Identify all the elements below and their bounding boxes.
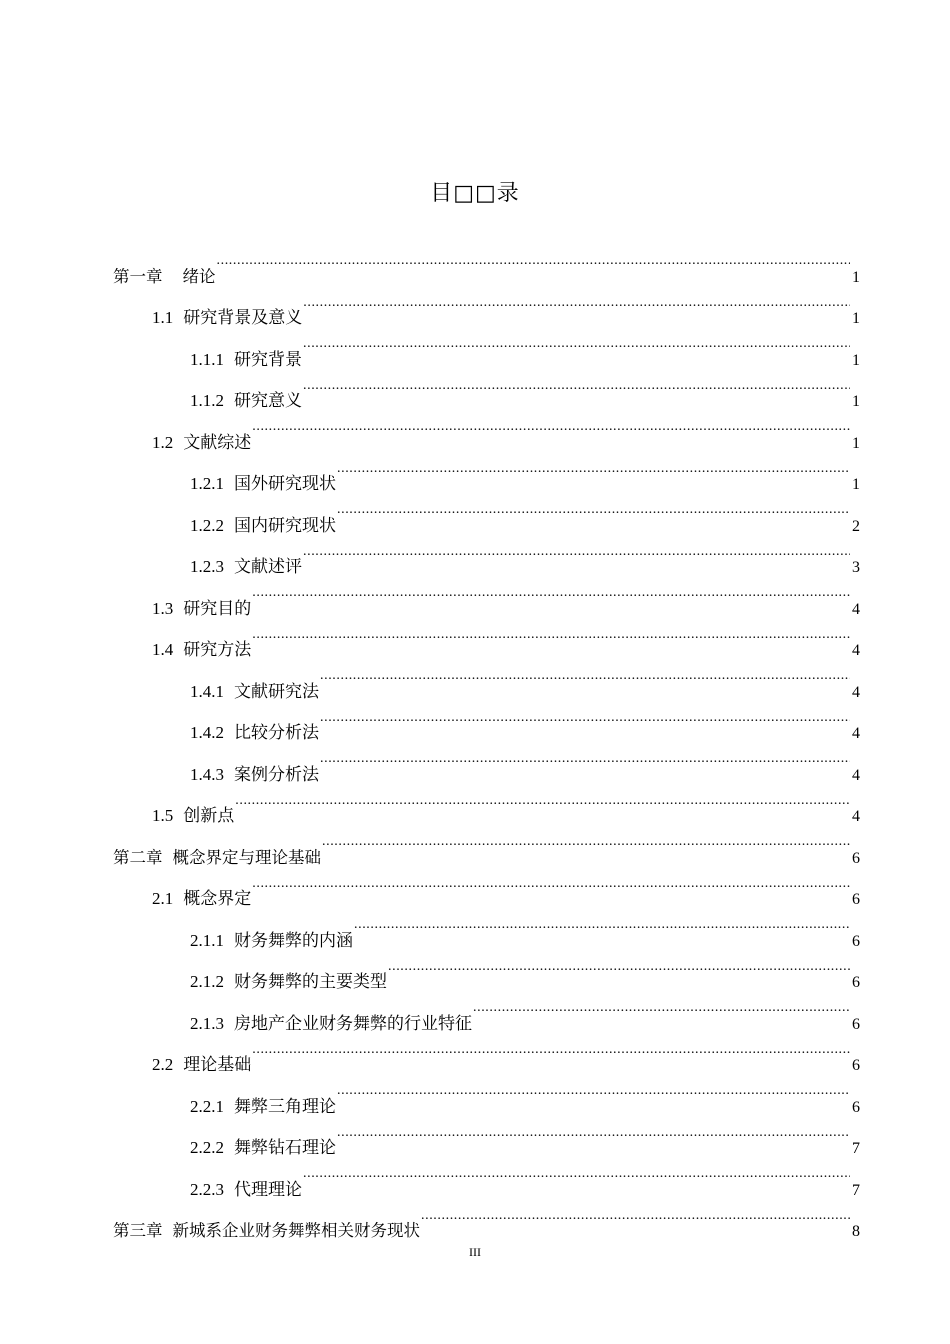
toc-entry-page: 1 (852, 310, 860, 327)
toc-entry-page: 2 (852, 517, 860, 535)
toc-entry-number: 1.2.3 (190, 557, 224, 576)
toc-entry-page: 4 (852, 766, 860, 784)
toc-entry-page: 4 (852, 683, 860, 701)
toc-dot-leader (337, 1112, 850, 1154)
toc-entry-title: 文献述评 (234, 557, 302, 576)
toc-dot-leader (320, 655, 850, 697)
toc-entry-page: 6 (852, 1098, 860, 1116)
toc-entry-page: 4 (852, 808, 860, 825)
toc-entry-number: 1.1.2 (190, 391, 224, 410)
toc-dot-leader (252, 1029, 850, 1071)
toc-entry-page: 1 (852, 393, 860, 410)
toc-dot-leader (320, 738, 850, 780)
toc-dot-leader (421, 1195, 850, 1237)
toc-entry[interactable] (0, 1029, 950, 1074)
toc-dot-leader (473, 987, 850, 1029)
toc-entry-title: 研究背景及意义 (183, 308, 303, 327)
toc-entry[interactable] (0, 572, 950, 618)
toc-entry-title: 概念界定与理论基础 (172, 847, 321, 867)
toc-entry[interactable] (0, 614, 950, 659)
toc-dot-leader (252, 406, 850, 448)
toc-dot-leader (337, 1070, 850, 1112)
toc-dot-leader (252, 614, 850, 656)
toc-entry[interactable] (0, 1153, 950, 1199)
toc-entry-title: 国外研究现状 (234, 474, 336, 493)
toc-entry-title: 文献研究法 (234, 681, 319, 701)
toc-entry-number: 1.2.1 (190, 474, 224, 493)
toc-entry-number: 2.1 (152, 889, 174, 908)
toc-dot-leader (337, 448, 850, 490)
toc-dot-leader (252, 863, 850, 905)
toc-entry-title: 财务舞弊的内涵 (234, 930, 353, 950)
toc-entry-number: 第三章 (113, 1221, 163, 1240)
toc-entry-page: 6 (852, 891, 860, 908)
toc-entry[interactable] (0, 1195, 950, 1240)
toc-entry-title: 研究目的 (183, 598, 252, 618)
toc-entry-page: 8 (852, 1223, 860, 1240)
toc-entry-page: 1 (852, 476, 860, 493)
toc-entry-title: 新城系企业财务舞弊相关财务现状 (172, 1221, 420, 1240)
toc-entry-number: 1.2.2 (190, 515, 224, 535)
toc-entry-title: 文献综述 (183, 432, 252, 452)
toc-entry-number: 第一章 (113, 266, 163, 286)
toc-entry[interactable] (0, 406, 950, 452)
toc-entry-page: 4 (852, 725, 860, 742)
toc-entry-page: 1 (852, 351, 860, 369)
toc-entry-page: 1 (852, 268, 860, 286)
toc-entry-title: 财务舞弊的主要类型 (234, 972, 387, 991)
toc-entry-title: 研究意义 (234, 391, 302, 410)
toc-entry-number: 1.4.1 (190, 681, 224, 701)
toc-entry-number: 2.2.3 (190, 1179, 224, 1199)
toc-entry-title: 代理理论 (234, 1179, 302, 1199)
toc-entry[interactable] (0, 489, 950, 535)
toc-entry-number: 2.1.1 (190, 930, 224, 950)
toc-entry[interactable] (0, 240, 950, 286)
toc-entry-title: 理论基础 (183, 1055, 252, 1074)
toc-entry-page: 6 (852, 932, 860, 950)
toc-entry-number: 2.2.2 (190, 1138, 224, 1157)
toc-entry[interactable] (0, 655, 950, 701)
toc-entry[interactable] (0, 946, 950, 991)
toc-entry-number: 2.1.2 (190, 972, 224, 991)
toc-entry-title: 研究背景 (234, 349, 302, 369)
toc-entry-number: 第二章 (113, 847, 163, 867)
toc-dot-leader (354, 904, 850, 946)
toc-entry-number: 1.1 (152, 308, 174, 327)
toc-dot-leader (252, 572, 850, 614)
toc-dot-leader (235, 780, 850, 822)
toc-dot-leader (337, 489, 850, 531)
toc-entry[interactable] (0, 780, 950, 825)
toc-entry[interactable] (0, 821, 950, 867)
toc-entry[interactable] (0, 448, 950, 493)
toc-entry-title: 舞弊钻石理论 (234, 1138, 336, 1157)
toc-entry[interactable] (0, 323, 950, 369)
toc-dot-leader (320, 697, 850, 739)
toc-entry-title: 案例分析法 (234, 764, 319, 784)
toc-dot-leader (303, 323, 850, 365)
toc-dot-leader (303, 531, 850, 573)
toc-entry-page: 3 (852, 559, 860, 576)
toc-entry-number: 2.2.1 (190, 1096, 224, 1116)
toc-dot-leader (303, 365, 850, 407)
toc-dot-leader (303, 1153, 850, 1195)
toc-entry[interactable] (0, 1070, 950, 1116)
toc-entry-number: 2.2 (152, 1055, 174, 1074)
toc-entry-page: 7 (852, 1140, 860, 1157)
toc-entry-title: 国内研究现状 (234, 515, 336, 535)
toc-entry-page: 4 (852, 642, 860, 659)
toc-entry-number: 1.1.1 (190, 349, 224, 369)
toc-entry-number: 1.3 (152, 598, 174, 618)
toc-entry[interactable] (0, 697, 950, 742)
toc-entry-page: 6 (852, 974, 860, 991)
toc-entry[interactable] (0, 531, 950, 576)
toc-entry-number: 1.4.2 (190, 723, 224, 742)
toc-dot-leader (217, 240, 851, 282)
toc-dot-leader (388, 946, 850, 988)
toc-entry-number: 1.4.3 (190, 764, 224, 784)
toc-entry-page: 1 (852, 434, 860, 452)
toc-title: 目□□录 (430, 181, 520, 206)
toc-entry[interactable] (0, 738, 950, 784)
toc-entry-page: 6 (852, 1015, 860, 1033)
toc-entry-number: 1.2 (152, 432, 174, 452)
toc-entry-page: 6 (852, 1057, 860, 1074)
toc-entry-title: 创新点 (183, 806, 235, 825)
toc-entry[interactable] (0, 904, 950, 950)
toc-entry-page: 4 (852, 600, 860, 618)
toc-entry-title: 概念界定 (183, 889, 252, 908)
toc-entry[interactable] (0, 282, 950, 327)
toc-entry-title: 比较分析法 (234, 723, 319, 742)
toc-entry-number: 2.1.3 (190, 1013, 224, 1033)
table-of-contents (0, 240, 950, 1240)
toc-dot-leader (322, 821, 850, 863)
toc-entry-title: 绪论 (182, 266, 216, 286)
toc-entry[interactable] (0, 863, 950, 908)
toc-dot-leader (303, 282, 850, 324)
toc-entry[interactable] (0, 1112, 950, 1157)
toc-entry-title: 房地产企业财务舞弊的行业特征 (234, 1013, 472, 1033)
toc-entry-number: 1.5 (152, 806, 174, 825)
toc-entry[interactable] (0, 365, 950, 410)
toc-entry-title: 舞弊三角理论 (234, 1096, 336, 1116)
toc-entry[interactable] (0, 987, 950, 1033)
toc-entry-page: 6 (852, 849, 860, 867)
toc-entry-title: 研究方法 (183, 640, 252, 659)
toc-entry-number: 1.4 (152, 640, 174, 659)
page-number: III (469, 1245, 481, 1259)
toc-entry-page: 7 (852, 1181, 860, 1199)
